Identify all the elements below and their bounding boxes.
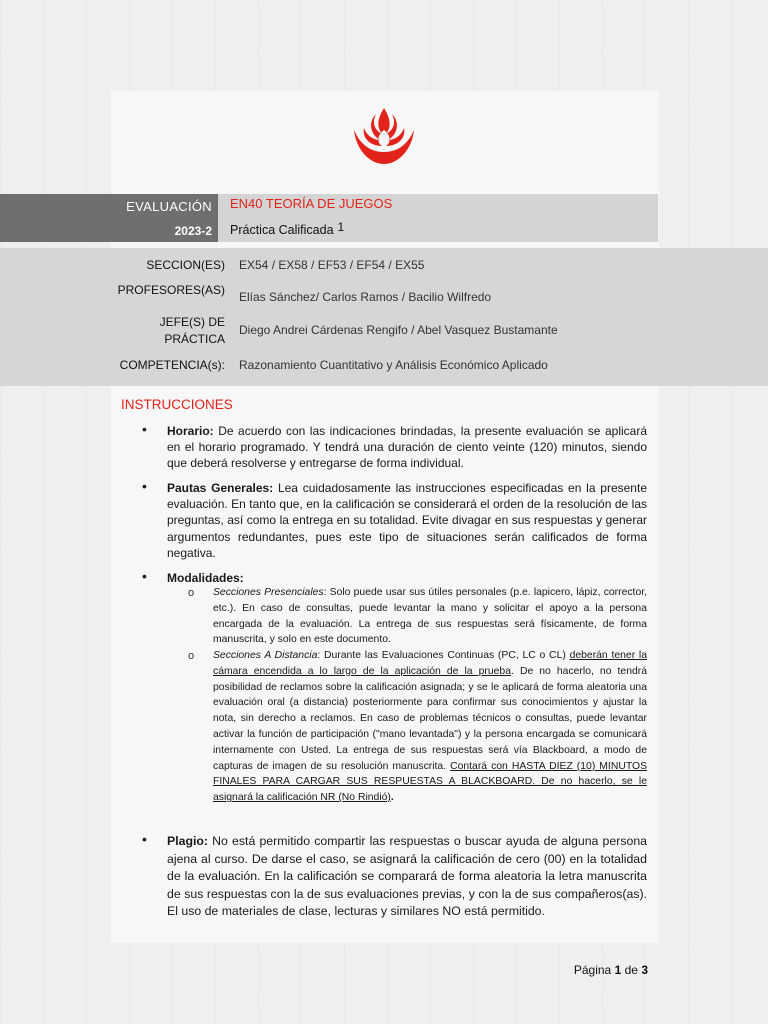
- evaluation-year: 2023-2: [174, 224, 212, 238]
- chiefs-value: Diego Andrei Cárdenas Rengifo / Abel Vasquez Bustamante: [239, 323, 558, 337]
- professors-value: Elías Sánchez/ Carlos Ramos / Bacilio Wilfredo: [239, 290, 492, 304]
- presencial-label: Secciones Presenciales: [213, 587, 324, 598]
- pautas-paragraph: [167, 480, 647, 561]
- modalidades-label: Modalidades:: [167, 571, 244, 585]
- sub-bullet-distancia: o: [188, 650, 195, 662]
- pautas-label: Pautas Generales:: [167, 481, 274, 495]
- practice-number: 1: [337, 220, 345, 234]
- presencial-paragraph: [213, 585, 647, 648]
- evaluation-header-dark: [0, 194, 218, 242]
- bullet-horario: •: [142, 421, 147, 437]
- upc-flame-logo-icon: [348, 104, 420, 170]
- practice-label: Práctica Calificada: [230, 223, 334, 237]
- horario-label: Horario:: [167, 424, 214, 438]
- distancia-camera-requirement: deberán tener la cámara encendida a lo largo de la aplicación de la prueba: [213, 650, 648, 677]
- practice-title: [230, 220, 345, 237]
- professors-key: PROFESORES(AS): [117, 283, 225, 297]
- evaluation-label: EVALUACIÓN: [126, 199, 212, 214]
- sub-bullet-presencial: o: [188, 587, 195, 599]
- bullet-pautas: •: [142, 478, 147, 494]
- distancia-text-2: . De no hacerlo, no tendrá posibilidad de reclamos sobre la calificación asignada; y se le aplicará de forma aleatoria una evaluación oral (a distancia) posteriormente para confirmar sus conocimientos y ajustar la nota, sin derecho a reclamos. En caso de problemas técnicos o consultas, puede levantar activar la función de participación ("mano levantada") y la persona encargada se comunicará internamente con Usted. La entrega de sus respuestas será vía Blackboard, a modo de capturas de imagen de su resolución manuscrita.: [213, 665, 647, 772]
- distancia-paragraph: [213, 648, 647, 806]
- horario-text: De acuerdo con las indicaciones brindadas, la presente evaluación se aplicará en el horario programado. Y tendrá una duración de ciento veinte (120) minutos, siendo que deberá resolverse y entregarse de forma individual.: [167, 424, 647, 471]
- plagio-text: No está permitido compartir las respuestas o buscar ayuda de alguna persona ajena al curso. De darse el caso, se asignará la calificación de cero (00) en la totalidad de la evaluación. En la calificación se comparará de forma aleatoria la letra manuscrita de sus respuestas con la de sus evaluaciones previas, y con la de sus compañeros(as). El uso de materiales de clase, lecturas y similares NO está permitido.: [167, 834, 647, 919]
- plagio-label: Plagio:: [167, 834, 208, 848]
- course-name: EN40 TEORÍA DE JUEGOS: [230, 196, 393, 211]
- competence-key: COMPETENCIA(s):: [119, 358, 225, 372]
- page-number: [574, 963, 648, 977]
- distancia-text-1: : Durante las Evaluaciones Continuas (PC, LC o CL): [317, 650, 570, 661]
- evaluation-header-light: [218, 194, 658, 242]
- current-page: 1: [614, 963, 622, 977]
- modalidades-heading: [167, 570, 647, 586]
- distancia-end: .: [390, 792, 394, 804]
- presencial-text: : Solo puede usar sus útiles personales (p.e. lapicero, lápiz, corrector, etc.). En caso de consultas, puede levantar la mano y solicitar el apoyo a la persona encargada de la evaluación. La entrega de sus respuestas será físicamente, de forma manuscrita, y solo en este documento.: [213, 587, 647, 646]
- sections-key: SECCION(ES): [146, 258, 225, 272]
- bullet-plagio: •: [142, 831, 147, 847]
- pautas-text: Lea cuidadosamente las instrucciones especificadas en la presente evaluación. En tanto que, en la calificación se considerará el orden de la resolución de las preguntas, así como la entrega en su totalidad. Evite divagar en sus respuestas y generar argumentos redundantes, pues este tipo de situaciones serán calificados de forma negativa.: [167, 481, 647, 560]
- distancia-upload-deadline: Contará con HASTA DIEZ (10) MINUTOS FINALES PARA CARGAR SUS RESPUESTAS A BLACKBOARD. De no hacerlo, se le asignará la calificación NR (No Rindió): [213, 760, 647, 804]
- of-word: de: [624, 963, 638, 977]
- sections-value: EX54 / EX58 / EF53 / EF54 / EX55: [239, 258, 425, 272]
- bullet-modalidades: •: [142, 568, 147, 584]
- page-word: Página: [573, 963, 612, 977]
- chiefs-key-line1: JEFE(S) DE: [159, 315, 225, 329]
- distancia-label: Secciones A Distancia: [213, 650, 318, 661]
- competence-value: Razonamiento Cuantitativo y Análisis Económico Aplicado: [239, 358, 548, 372]
- horario-paragraph: [167, 423, 647, 472]
- plagio-paragraph: [167, 833, 647, 921]
- instructions-title: INSTRUCCIONES: [121, 397, 233, 412]
- chiefs-key-line2: PRÁCTICA: [164, 332, 225, 346]
- total-pages: 3: [641, 963, 648, 977]
